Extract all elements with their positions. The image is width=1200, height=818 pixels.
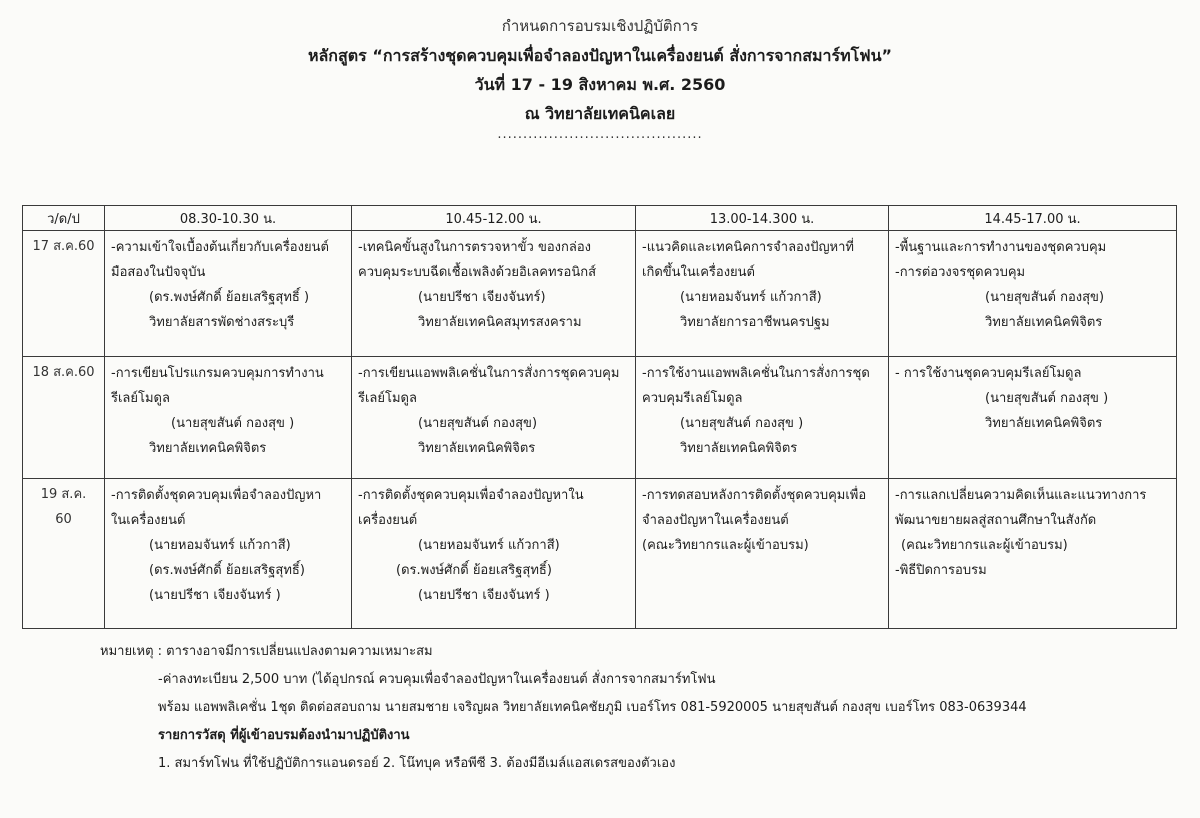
speaker-name: (คณะวิทยากรและผู้เข้าอบรม) [901,538,1068,553]
session-topic: รีเลย์โมดูล [358,391,417,406]
schedule-table [22,205,1177,629]
session-topic: -ความเข้าใจเบื้องต้นเกี่ยวกับเครื่องยนต์ [111,240,329,255]
session-topic: - การใช้งานชุดควบคุมรีเลย์โมดูล [895,366,1082,381]
speaker-name: (คณะวิทยากรและผู้เข้าอบรม) [642,538,809,553]
session-cell [889,479,1177,629]
course-name: หลักสูตร “การสร้างชุดควบคุมเพื่อจำลองปัญหาในเครื่องยนต์ สั่งการจากสมาร์ทโฟน” [307,46,893,65]
session-cell [105,231,352,357]
session-topic: -การติดตั้งชุดควบคุมเพื่อจำลองปัญหาใน [358,488,584,503]
session-cell [105,357,352,479]
speaker-name: (นายปรีชา เจียงจันทร์ ) [149,588,281,603]
column-header-slot-4: 14.45-17.00 น. [889,206,1177,231]
date-cell [23,231,105,357]
session-topic: -การแลกเปลี่ยนความคิดเห็นและแนวทางการ [895,488,1147,503]
speaker-institution: วิทยาลัยการอาชีพนครปฐม [680,315,830,330]
dotted-separator: ........................................ [497,127,703,142]
speaker-institution: วิทยาลัยเทคนิคสมุทรสงคราม [418,315,582,330]
speaker-name: (นายหอมจันทร์ แก้วกาสี) [149,538,291,553]
speaker-name: (นายสุขสันต์ กองสุข ) [171,416,295,431]
speaker-name: (นายสุขสันต์ กองสุข) [985,290,1105,305]
speaker-name: (ดร.พงษ์ศักดิ์ ย้อยเสริฐสุทธิ์) [149,563,305,578]
speaker-name: (นายสุขสันต์ กองสุข ) [680,416,804,431]
training-venue: ณ วิทยาลัยเทคนิคเลย [524,104,676,123]
registration-fee-note: -ค่าลงทะเบียน 2,500 บาท (ได้อุปกรณ์ ควบคุมเพื่อจำลองปัญหาในเครื่องยนต์ สั่งการจากสมาร์ทโฟน [158,672,716,687]
speaker-institution: วิทยาลัยเทคนิคพิจิตร [149,441,267,456]
remark-note: หมายเหตุ : ตารางอาจมีการเปลี่ยนแปลงตามความเหมาะสม [100,644,433,659]
table-row [23,357,1177,479]
materials-list: 1. สมาร์ทโฟน ที่ใช้ปฏิบัติการแอนดรอย์ 2. โน๊ทบุค หรือพีซี 3. ต้องมีอีเมล์แอสเดรสของตัวเอง [158,756,676,771]
session-cell [105,479,352,629]
session-topic: ควบคุมรีเลย์โมดูล [642,391,743,406]
date-label: 17 ส.ค.60 [32,239,95,254]
session-topic: -การติดตั้งชุดควบคุมเพื่อจำลองปัญหา [111,488,322,503]
date-label-year: 60 [55,512,72,527]
session-topic: -การเขียนแอพพลิเคชั่นในการสั่งการชุดควบคุม [358,366,620,381]
session-topic: พัฒนาขยายผลสู่สถานศึกษาในสังกัด [895,513,1097,528]
speaker-institution: วิทยาลัยเทคนิคพิจิตร [985,416,1103,431]
session-cell [352,357,636,479]
session-cell [636,231,889,357]
session-topic: -แนวคิดและเทคนิคการจำลองปัญหาที่ [642,240,854,255]
session-topic: -เทคนิคขั้นสูงในการตรวจหาขั้ว ของกล่อง [358,240,591,255]
column-header-slot-3: 13.00-14.300 น. [636,206,889,231]
session-topic: -การต่อวงจรชุดควบคุม [895,265,1026,280]
speaker-name: (นายสุขสันต์ กองสุข ) [985,391,1109,406]
session-topic: เกิดขึ้นในเครื่องยนต์ [642,265,755,280]
session-cell [636,357,889,479]
session-cell [889,231,1177,357]
session-topic: เครื่องยนต์ [358,513,418,528]
session-topic: -การใช้งานแอพพลิเคชั่นในการสั่งการชุด [642,366,870,381]
session-cell [352,479,636,629]
date-label: 18 ส.ค.60 [32,365,95,380]
speaker-institution: วิทยาลัยเทคนิคพิจิตร [680,441,798,456]
speaker-name: (ดร.พงษ์ศักดิ์ ย้อยเสริฐสุทธิ์ ) [149,290,310,305]
column-header-slot-2: 10.45-12.00 น. [352,206,636,231]
date-cell [23,357,105,479]
materials-title: รายการวัสดุ ที่ผู้เข้าอบรมต้องนำมาปฏิบัติงาน [158,728,410,743]
date-label: 19 ส.ค. [40,487,87,502]
speaker-institution: วิทยาลัยสารพัดช่างสระบุรี [149,315,295,330]
contact-info: พร้อม แอพพลิเคชั่น 1ชุด ติดต่อสอบถาม นายสมชาย เจริญผล วิทยาลัยเทคนิคชัยภูมิ เบอร์โทร 081-5920005 นายสุขสันต์ กองสุข เบอร์โทร 083-0639344 [158,700,1027,715]
speaker-name: (นายหอมจันทร์ แก้วกาสี) [680,290,822,305]
speaker-institution: วิทยาลัยเทคนิคพิจิตร [985,315,1103,330]
session-cell [889,357,1177,479]
session-topic: -การทดสอบหลังการติดตั้งชุดควบคุมเพื่อ [642,488,867,503]
table-row [23,231,1177,357]
notes-section [100,638,1190,778]
speaker-name: (ดร.พงษ์ศักดิ์ ย้อยเสริฐสุทธิ์) [396,563,552,578]
speaker-name: (นายสุขสันต์ กองสุข) [418,416,538,431]
speaker-name: (นายปรีชา เจียงจันทร์) [418,290,546,305]
session-topic: -พิธีปิดการอบรม [895,563,987,578]
speaker-institution: วิทยาลัยเทคนิคพิจิตร [418,441,536,456]
document-title: กำหนดการอบรมเชิงปฏิบัติการ [501,17,699,35]
session-topic: รีเลย์โมดูล [111,391,170,406]
session-topic: -การเขียนโปรแกรมควบคุมการทำงาน [111,366,324,381]
date-cell [23,479,105,629]
session-topic: -พื้นฐานและการทำงานของชุดควบคุม [895,240,1107,255]
session-cell [352,231,636,357]
speaker-name: (นายหอมจันทร์ แก้วกาสี) [418,538,560,553]
session-topic: มือสองในปัจจุบัน [111,265,206,280]
column-header-slot-1: 08.30-10.30 น. [105,206,352,231]
session-cell [636,479,889,629]
session-topic: จำลองปัญหาในเครื่องยนต์ [642,513,789,528]
column-header-date: ว/ด/ป [23,206,105,231]
session-topic: ในเครื่องยนต์ [111,513,186,528]
schedule-header-row [23,206,1177,231]
table-row [23,479,1177,629]
speaker-name: (นายปรีชา เจียงจันทร์ ) [418,588,550,603]
session-topic: ควบคุมระบบฉีดเชื้อเพลิงด้วยอิเลคทรอนิกส์ [358,265,597,280]
training-date: วันที่ 17 - 19 สิงหาคม พ.ศ. 2560 [474,75,726,94]
document-header [0,12,1200,149]
